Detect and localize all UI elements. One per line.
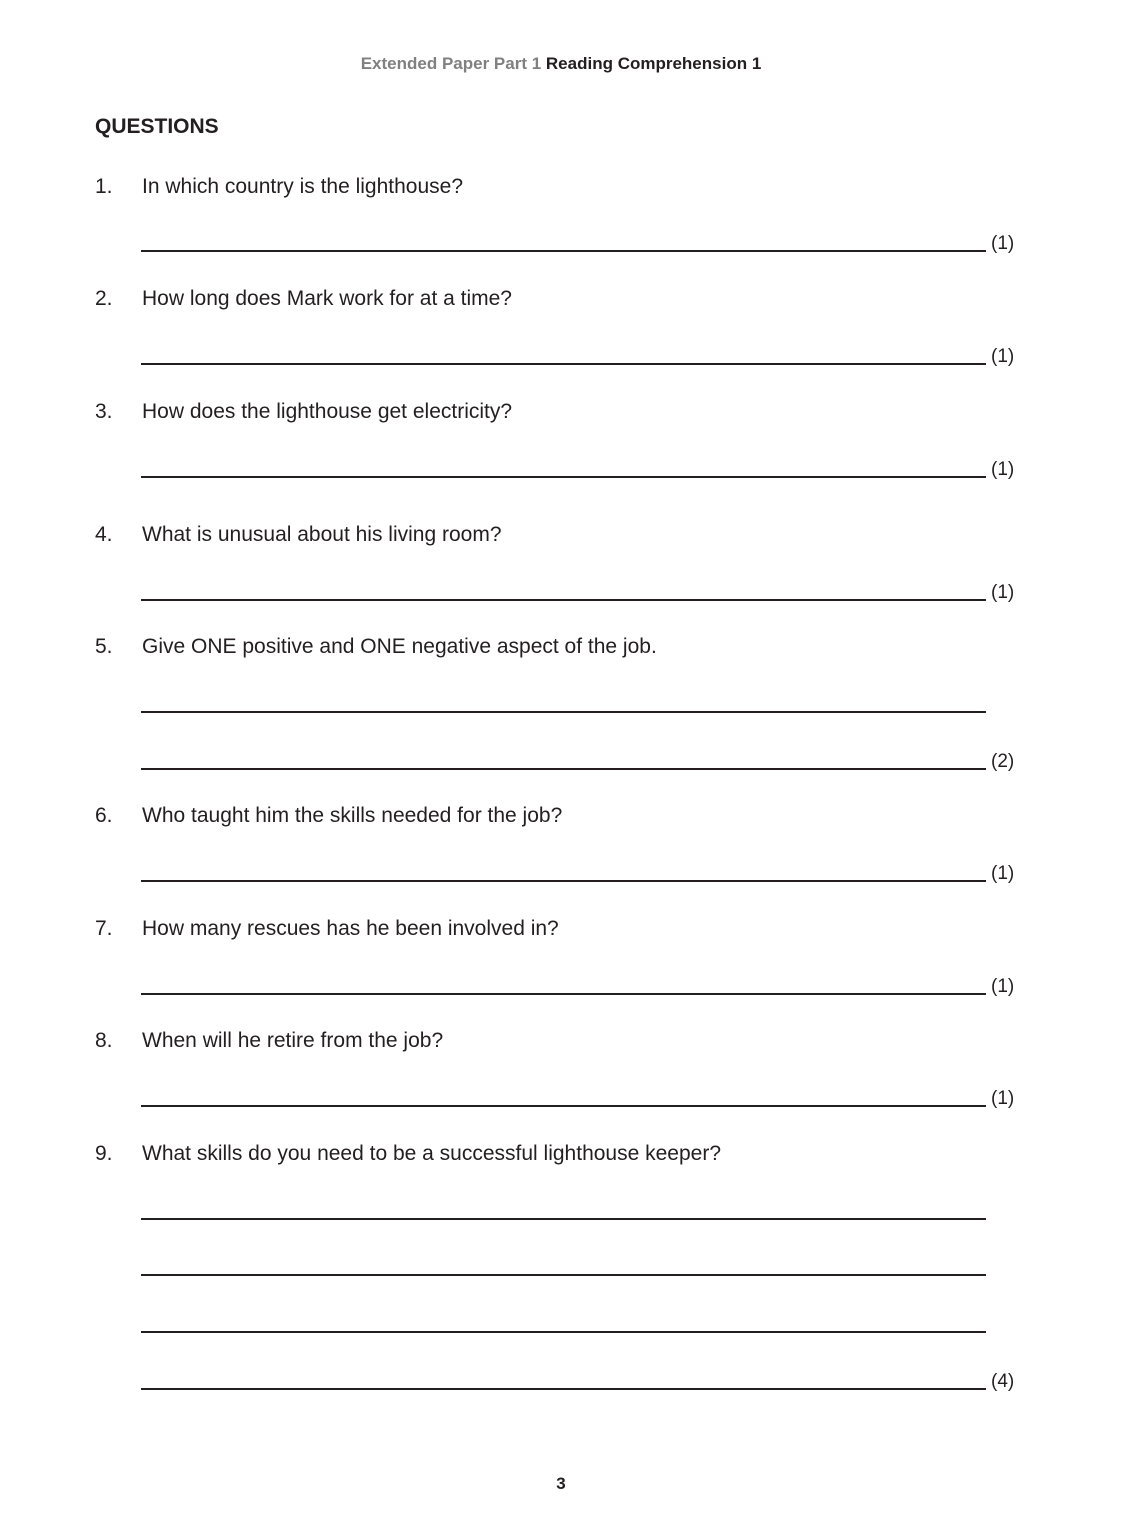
question-text: What is unusual about his living room? bbox=[142, 523, 502, 546]
answer-line[interactable] bbox=[141, 768, 986, 770]
question-text: In which country is the lighthouse? bbox=[142, 175, 464, 198]
question-text: Who taught him the skills needed for the job? bbox=[142, 804, 563, 827]
question-number: 9. bbox=[95, 1142, 113, 1165]
answer-line[interactable] bbox=[141, 1331, 986, 1333]
page-number: 3 bbox=[556, 1474, 566, 1493]
question-text: How long does Mark work for at a time? bbox=[142, 287, 512, 310]
answer-line[interactable] bbox=[141, 1218, 986, 1220]
answer-line[interactable] bbox=[141, 476, 986, 478]
answer-line[interactable] bbox=[141, 1274, 986, 1276]
marks-label: (1) bbox=[991, 976, 1015, 997]
question-number: 1. bbox=[95, 175, 113, 198]
question-number: 4. bbox=[95, 523, 113, 546]
answer-line[interactable] bbox=[141, 880, 986, 882]
question-text: When will he retire from the job? bbox=[142, 1029, 444, 1052]
header-section: Reading Comprehension 1 bbox=[545, 54, 762, 73]
marks-label: (2) bbox=[991, 751, 1015, 772]
answer-line[interactable] bbox=[141, 250, 986, 252]
question-text: Give ONE positive and ONE negative aspect of the job. bbox=[142, 635, 657, 658]
question-number: 6. bbox=[95, 804, 113, 827]
marks-label: (1) bbox=[991, 459, 1015, 480]
question-number: 7. bbox=[95, 917, 113, 940]
question-number: 2. bbox=[95, 287, 113, 310]
section-title: QUESTIONS bbox=[95, 115, 219, 138]
answer-line[interactable] bbox=[141, 363, 986, 365]
marks-label: (1) bbox=[991, 233, 1015, 254]
answer-line[interactable] bbox=[141, 599, 986, 601]
question-text: How many rescues has he been involved in? bbox=[142, 917, 559, 940]
question-text: How does the lighthouse get electricity? bbox=[142, 400, 513, 423]
answer-line[interactable] bbox=[141, 1388, 986, 1390]
answer-line[interactable] bbox=[141, 711, 986, 713]
answer-line[interactable] bbox=[141, 1105, 986, 1107]
header-series: Extended Paper Part 1 bbox=[360, 54, 542, 73]
question-number: 5. bbox=[95, 635, 113, 658]
marks-label: (1) bbox=[991, 582, 1015, 603]
marks-label: (1) bbox=[991, 346, 1015, 367]
running-header bbox=[0, 54, 1122, 74]
question-number: 8. bbox=[95, 1029, 113, 1052]
marks-label: (1) bbox=[991, 863, 1015, 884]
marks-label: (4) bbox=[991, 1371, 1015, 1392]
marks-label: (1) bbox=[991, 1088, 1015, 1109]
question-number: 3. bbox=[95, 400, 113, 423]
question-text: What skills do you need to be a successful lighthouse keeper? bbox=[142, 1142, 722, 1165]
answer-line[interactable] bbox=[141, 993, 986, 995]
